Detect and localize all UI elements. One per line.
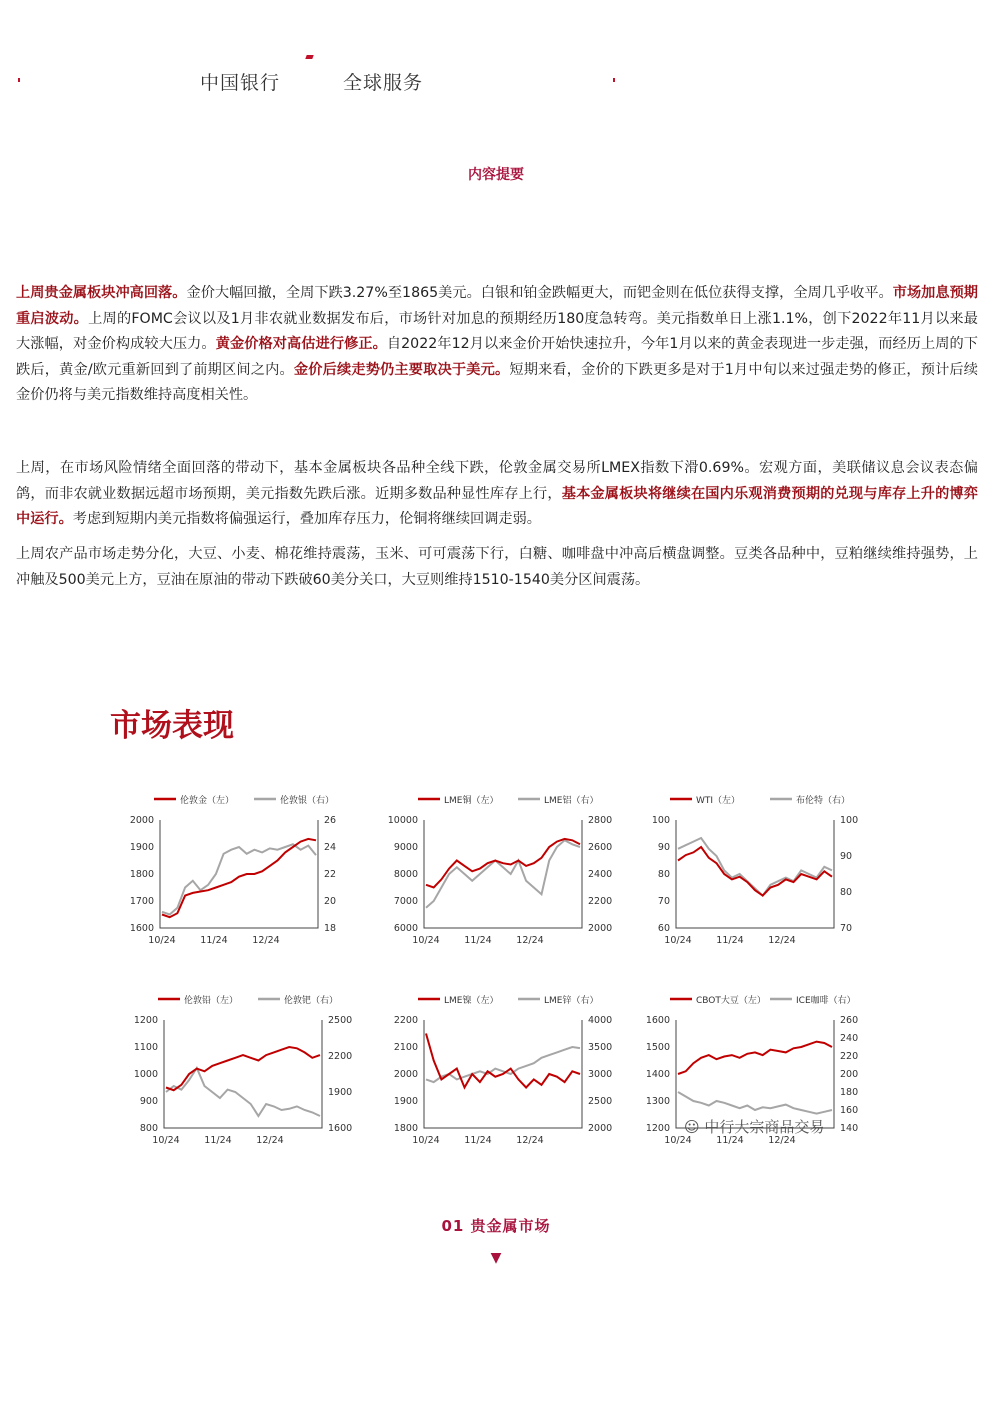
series-line <box>162 839 316 917</box>
axis-tick-label: 1900 <box>129 842 154 853</box>
x-tick-label: 12/24 <box>768 935 796 946</box>
x-tick-label: 12/24 <box>516 1135 544 1146</box>
axis-tick-label: 1300 <box>645 1096 670 1107</box>
logo-mark <box>305 55 313 59</box>
axis-tick-label: 220 <box>840 1051 859 1062</box>
logo-mark-small-right <box>613 78 615 82</box>
axis-tick-label: 140 <box>840 1123 859 1134</box>
x-tick-label: 10/24 <box>148 935 176 946</box>
body-text: 考虑到短期内美元指数将偏强运行，叠加库存压力，伦铜将继续回调走弱。 <box>72 511 541 527</box>
chart-svg <box>638 790 870 952</box>
wechat-icon: ☺ <box>684 1118 705 1136</box>
chart-axes <box>160 820 318 928</box>
brand-right: 全球服务 <box>343 72 424 94</box>
x-tick-label: 10/24 <box>664 935 692 946</box>
legend-label: CBOT大豆（左） <box>696 996 766 1006</box>
axis-tick-label: 1600 <box>129 923 154 934</box>
series-line <box>678 1042 832 1074</box>
chart-svg <box>386 790 618 952</box>
x-tick-label: 10/24 <box>412 935 440 946</box>
brand-left: 中国银行 <box>200 72 281 94</box>
chart-wti-brent <box>638 790 870 952</box>
body-text: 上周农产品市场走势分化，大豆、小麦、棉花维持震荡，玉米、可可震荡下行，白糖、咖啡盘中冲高后横盘调整。豆类各品种中，豆粕继续维持强势，上冲触及500美元上方，豆油在原油的带动下跌破60美分关口，大豆则维持1510-1540美分区间震荡。 <box>16 546 978 588</box>
axis-tick-label: 900 <box>139 1096 158 1107</box>
watermark: ☺ 中行大宗商品交易 <box>684 1118 825 1136</box>
axis-tick-label: 1600 <box>645 1015 670 1026</box>
x-tick-label: 12/24 <box>768 1135 796 1146</box>
axis-tick-label: 2500 <box>328 1015 353 1026</box>
x-tick-label: 10/24 <box>152 1135 180 1146</box>
axis-tick-label: 2000 <box>588 1123 613 1134</box>
legend-label: WTI（左） <box>696 796 741 806</box>
axis-tick-label: 180 <box>840 1087 859 1098</box>
axis-tick-label: 1600 <box>328 1123 353 1134</box>
axis-tick-label: 240 <box>840 1033 859 1044</box>
axis-tick-label: 2200 <box>393 1015 418 1026</box>
axis-tick-label: 24 <box>324 842 337 853</box>
axis-tick-label: 7000 <box>393 896 418 907</box>
axis-tick-label: 22 <box>324 869 337 880</box>
axis-tick-label: 1800 <box>393 1123 418 1134</box>
body-text: 金价大幅回撤，全周下跌3.27%至1865美元。白银和铂金跌幅更大，而钯金则在低位获得支撑，全周几乎收平。 <box>186 285 893 301</box>
highlight-text: 上周贵金属板块冲高回落。 <box>16 285 187 301</box>
axis-tick-label: 20 <box>324 896 337 907</box>
x-tick-label: 11/24 <box>464 935 492 946</box>
axis-tick-label: 1900 <box>393 1096 418 1107</box>
highlight-text: 金价后续走势仍主要取决于美元。 <box>293 361 510 378</box>
axis-tick-label: 2000 <box>588 923 613 934</box>
summary-paragraph-agri <box>16 542 978 593</box>
chart-nickel-zinc <box>386 990 618 1152</box>
axis-tick-label: 1700 <box>129 896 154 907</box>
axis-tick-label: 2500 <box>588 1096 613 1107</box>
axis-tick-label: 70 <box>657 896 670 907</box>
body-text: 短期来看，金价的下跌更多是对于1月中旬以来过强走势的修正，预计后续金价仍将与美元指数维持高度相关性。 <box>16 361 978 403</box>
axis-tick-label: 160 <box>840 1105 859 1116</box>
legend-label: 布伦特（右） <box>796 796 851 806</box>
legend-label: LME锌（右） <box>544 996 599 1006</box>
chart-axes <box>164 1020 322 1128</box>
summary-paragraph-gold <box>16 281 978 409</box>
series-line <box>426 840 580 908</box>
axis-tick-label: 1200 <box>133 1015 158 1026</box>
body-text: 自2022年12月以来金价开始快速拉升，今年1月以来的黄金表现进一步走强，而经历上周的下跌后，黄金/欧元重新回到了前期区间之内。 <box>16 336 978 378</box>
highlight-text: 基本金属板块将继续在国内乐观消费预期的兑现与库存上升的博弈中运行。 <box>16 485 978 527</box>
x-tick-label: 11/24 <box>716 935 744 946</box>
axis-tick-label: 2400 <box>588 869 613 880</box>
axis-tick-label: 90 <box>840 851 853 862</box>
chart-svg <box>122 790 354 952</box>
axis-tick-label: 200 <box>840 1069 859 1080</box>
legend-label: ICE咖啡（右） <box>796 996 856 1006</box>
x-tick-label: 10/24 <box>664 1135 692 1146</box>
down-arrow-icon[interactable]: ▼ <box>490 1250 502 1266</box>
x-tick-label: 12/24 <box>516 935 544 946</box>
legend-label: LME铜（左） <box>444 796 499 806</box>
series-line <box>426 1034 580 1088</box>
series-line <box>162 844 316 914</box>
axis-tick-label: 100 <box>840 815 859 826</box>
axis-tick-label: 26 <box>324 815 337 826</box>
x-tick-label: 11/24 <box>204 1135 232 1146</box>
axis-tick-label: 8000 <box>393 869 418 880</box>
axis-tick-label: 3500 <box>588 1042 613 1053</box>
axis-tick-label: 2800 <box>588 815 613 826</box>
axis-tick-label: 90 <box>657 842 670 853</box>
chart-axes <box>424 820 582 928</box>
series-line <box>166 1047 320 1090</box>
chart-gold-silver <box>122 790 354 952</box>
axis-tick-label: 2200 <box>328 1051 353 1062</box>
axis-tick-label: 10000 <box>387 815 418 826</box>
axis-tick-label: 6000 <box>393 923 418 934</box>
logo-mark-small <box>18 78 20 82</box>
x-tick-label: 11/24 <box>464 1135 492 1146</box>
axis-tick-label: 800 <box>139 1123 158 1134</box>
section-link-precious-metals[interactable]: 01 贵金属市场 <box>441 1217 551 1235</box>
legend-label: 伦敦金（左） <box>180 796 235 806</box>
x-tick-label: 12/24 <box>252 935 280 946</box>
chart-lead-palladium <box>126 990 358 1152</box>
x-tick-label: 10/24 <box>412 1135 440 1146</box>
axis-tick-label: 60 <box>657 923 670 934</box>
legend-label: 伦敦钯（右） <box>284 996 339 1006</box>
summary-title: 内容提要 <box>468 167 524 183</box>
axis-tick-label: 1800 <box>129 869 154 880</box>
axis-tick-label: 2600 <box>588 842 613 853</box>
axis-tick-label: 2100 <box>393 1042 418 1053</box>
legend-label: LME镍（左） <box>444 996 499 1006</box>
legend-label: 伦敦铅（左） <box>184 996 239 1006</box>
axis-tick-label: 1500 <box>645 1042 670 1053</box>
legend-label: LME铝（右） <box>544 796 599 806</box>
axis-tick-label: 18 <box>324 923 337 934</box>
axis-tick-label: 2000 <box>393 1069 418 1080</box>
chart-svg <box>126 990 358 1152</box>
axis-tick-label: 80 <box>840 887 853 898</box>
axis-tick-label: 260 <box>840 1015 859 1026</box>
axis-tick-label: 100 <box>651 815 670 826</box>
body-text: 上周，在市场风险情绪全面回落的带动下，基本金属板块各品种全线下跌，伦敦金属交易所LMEX指数下滑0.69%。宏观方面，美联储议息会议表态偏鸽，而非农就业数据远超市场预期，美元指数先跌后涨。近期多数品种显性库存上行， <box>16 460 978 502</box>
chart-copper-aluminum <box>386 790 618 952</box>
legend-label: 伦敦银（右） <box>280 796 335 806</box>
axis-tick-label: 4000 <box>588 1015 613 1026</box>
axis-tick-label: 1000 <box>133 1069 158 1080</box>
x-tick-label: 11/24 <box>200 935 228 946</box>
axis-tick-label: 80 <box>657 869 670 880</box>
series-line <box>678 1092 832 1114</box>
axis-tick-label: 1400 <box>645 1069 670 1080</box>
section-heading: 市场表现 <box>110 708 234 744</box>
summary-paragraph-base-metals <box>16 456 978 533</box>
highlight-text: 市场加息预期重启波动。 <box>16 285 978 327</box>
axis-tick-label: 2200 <box>588 896 613 907</box>
axis-tick-label: 70 <box>840 923 853 934</box>
axis-tick-label: 1100 <box>133 1042 158 1053</box>
axis-tick-label: 2000 <box>129 815 154 826</box>
axis-tick-label: 1200 <box>645 1123 670 1134</box>
x-tick-label: 11/24 <box>716 1135 744 1146</box>
axis-tick-label: 9000 <box>393 842 418 853</box>
axis-tick-label: 3000 <box>588 1069 613 1080</box>
axis-tick-label: 1900 <box>328 1087 353 1098</box>
highlight-text: 黄金价格对高估进行修正。 <box>215 336 387 352</box>
body-text: 上周的FOMC会议以及1月非农就业数据发布后，市场针对加息的预期经历180度急转弯。美元指数单日上涨1.1%，创下2022年11月以来最大涨幅，对金价构成较大压力。 <box>16 310 978 352</box>
chart-svg <box>386 990 618 1152</box>
x-tick-label: 12/24 <box>256 1135 284 1146</box>
